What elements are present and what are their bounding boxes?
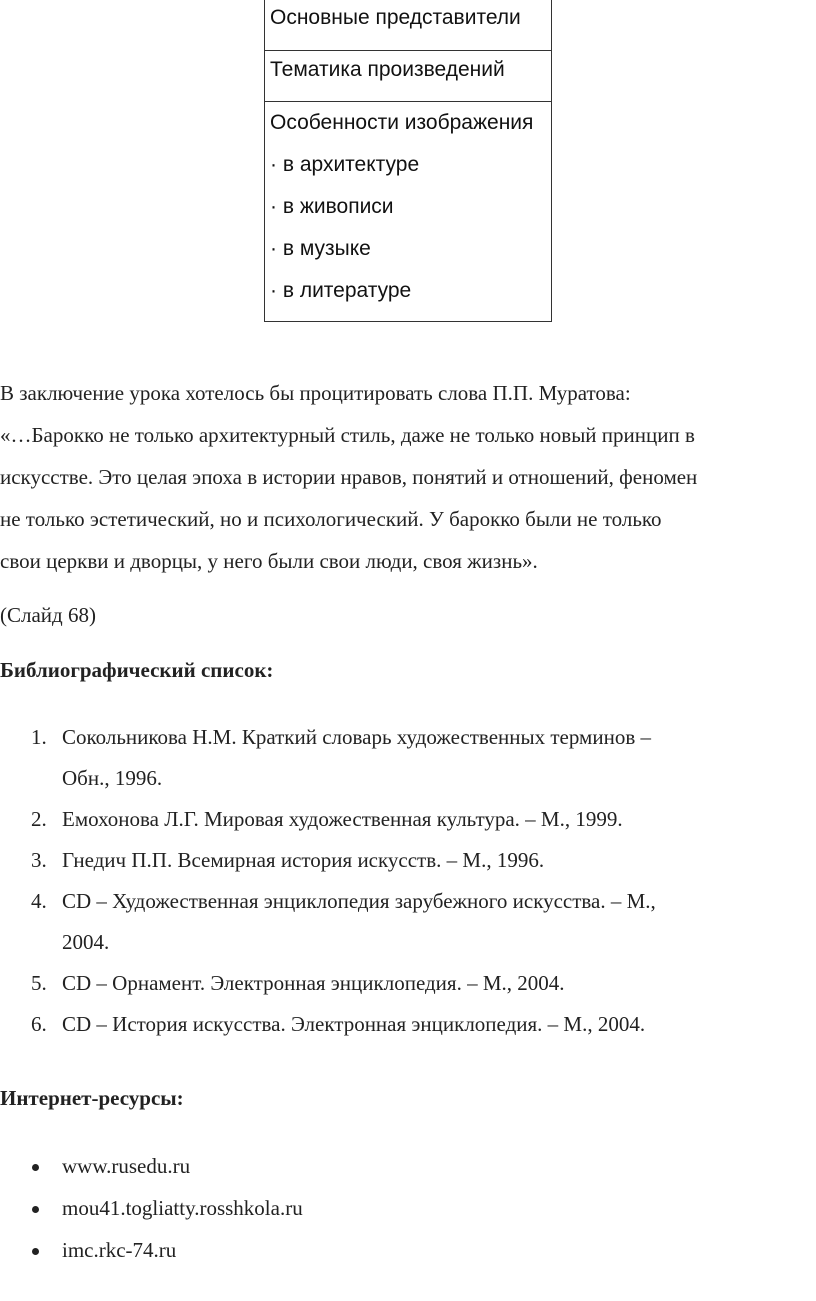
list-item-text: Емохонова Л.Г. Мировая художественная культура. – М., 1999. xyxy=(62,807,623,831)
table-list-item: · в музыке xyxy=(270,237,371,260)
paragraph-line: не только эстетический, но и психологический. У барокко были не только xyxy=(0,507,662,531)
paragraph-line: искусстве. Это целая эпоха в истории нравов, понятий и отношений, феномен xyxy=(0,465,698,489)
paragraph-line: «…Барокко не только архитектурный стиль, даже не только новый принцип в xyxy=(0,423,695,447)
list-item xyxy=(0,1229,303,1271)
table-row xyxy=(265,0,551,51)
list-item-number: 5. xyxy=(31,971,47,995)
table-row xyxy=(265,102,551,321)
bibliography-list xyxy=(0,717,816,1045)
list-item-text: CD – Художественная энциклопедия зарубежного искусства. – М., xyxy=(62,889,656,913)
table-list-item: · в живописи xyxy=(270,195,394,218)
resource-link[interactable]: imc.rkc-74.ru xyxy=(62,1238,177,1262)
list-item xyxy=(0,1187,303,1229)
list-item-number: 3. xyxy=(31,848,47,872)
bibliography-heading: Библиографический список: xyxy=(0,658,274,682)
list-item-text: 2004. xyxy=(62,930,110,954)
table-row xyxy=(265,51,551,102)
internet-resources-list xyxy=(0,1145,303,1271)
bullet-icon xyxy=(32,1164,39,1171)
table-list-item: · в архитектуре xyxy=(270,153,420,176)
list-item-number: 4. xyxy=(31,889,47,913)
list-item xyxy=(0,881,816,963)
paragraph-line: В заключение урока хотелось бы процитировать слова П.П. Муратова: xyxy=(0,381,631,405)
list-item xyxy=(0,717,816,799)
bullet-icon xyxy=(32,1248,39,1255)
list-item xyxy=(0,963,816,1004)
table-list-item: · в литературе xyxy=(270,279,412,302)
table-cell-themes: Тематика произведений xyxy=(270,58,505,81)
list-item-number: 6. xyxy=(31,1012,47,1036)
resource-link[interactable]: mou41.togliatty.rosshkola.ru xyxy=(62,1196,303,1220)
table-cell-features-title: Особенности изображения xyxy=(270,111,534,134)
list-item xyxy=(0,1145,303,1187)
paragraph-line: свои церкви и дворцы, у него были свои люди, своя жизнь». xyxy=(0,549,538,573)
list-item-text: Обн., 1996. xyxy=(62,766,163,790)
internet-resources-heading: Интернет-ресурсы: xyxy=(0,1086,184,1110)
list-item-text: CD – История искусства. Электронная энциклопедия. – М., 2004. xyxy=(62,1012,646,1036)
list-item-text: Сокольникова Н.М. Краткий словарь художественных терминов – xyxy=(62,725,651,749)
bullet-icon xyxy=(32,1206,39,1213)
features-table xyxy=(264,0,552,322)
list-item xyxy=(0,840,816,881)
conclusion-paragraph xyxy=(0,372,816,582)
resource-link[interactable]: www.rusedu.ru xyxy=(62,1154,191,1178)
list-item xyxy=(0,799,816,840)
list-item-number: 2. xyxy=(31,807,47,831)
list-item-text: CD – Орнамент. Электронная энциклопедия. – М., 2004. xyxy=(62,971,565,995)
list-item-text: Гнедич П.П. Всемирная история искусств. – М., 1996. xyxy=(62,848,545,872)
list-item-number: 1. xyxy=(31,725,47,749)
list-item xyxy=(0,1004,816,1045)
slide-reference: (Слайд 68) xyxy=(0,603,96,627)
table-cell-representatives: Основные представители xyxy=(270,6,521,29)
